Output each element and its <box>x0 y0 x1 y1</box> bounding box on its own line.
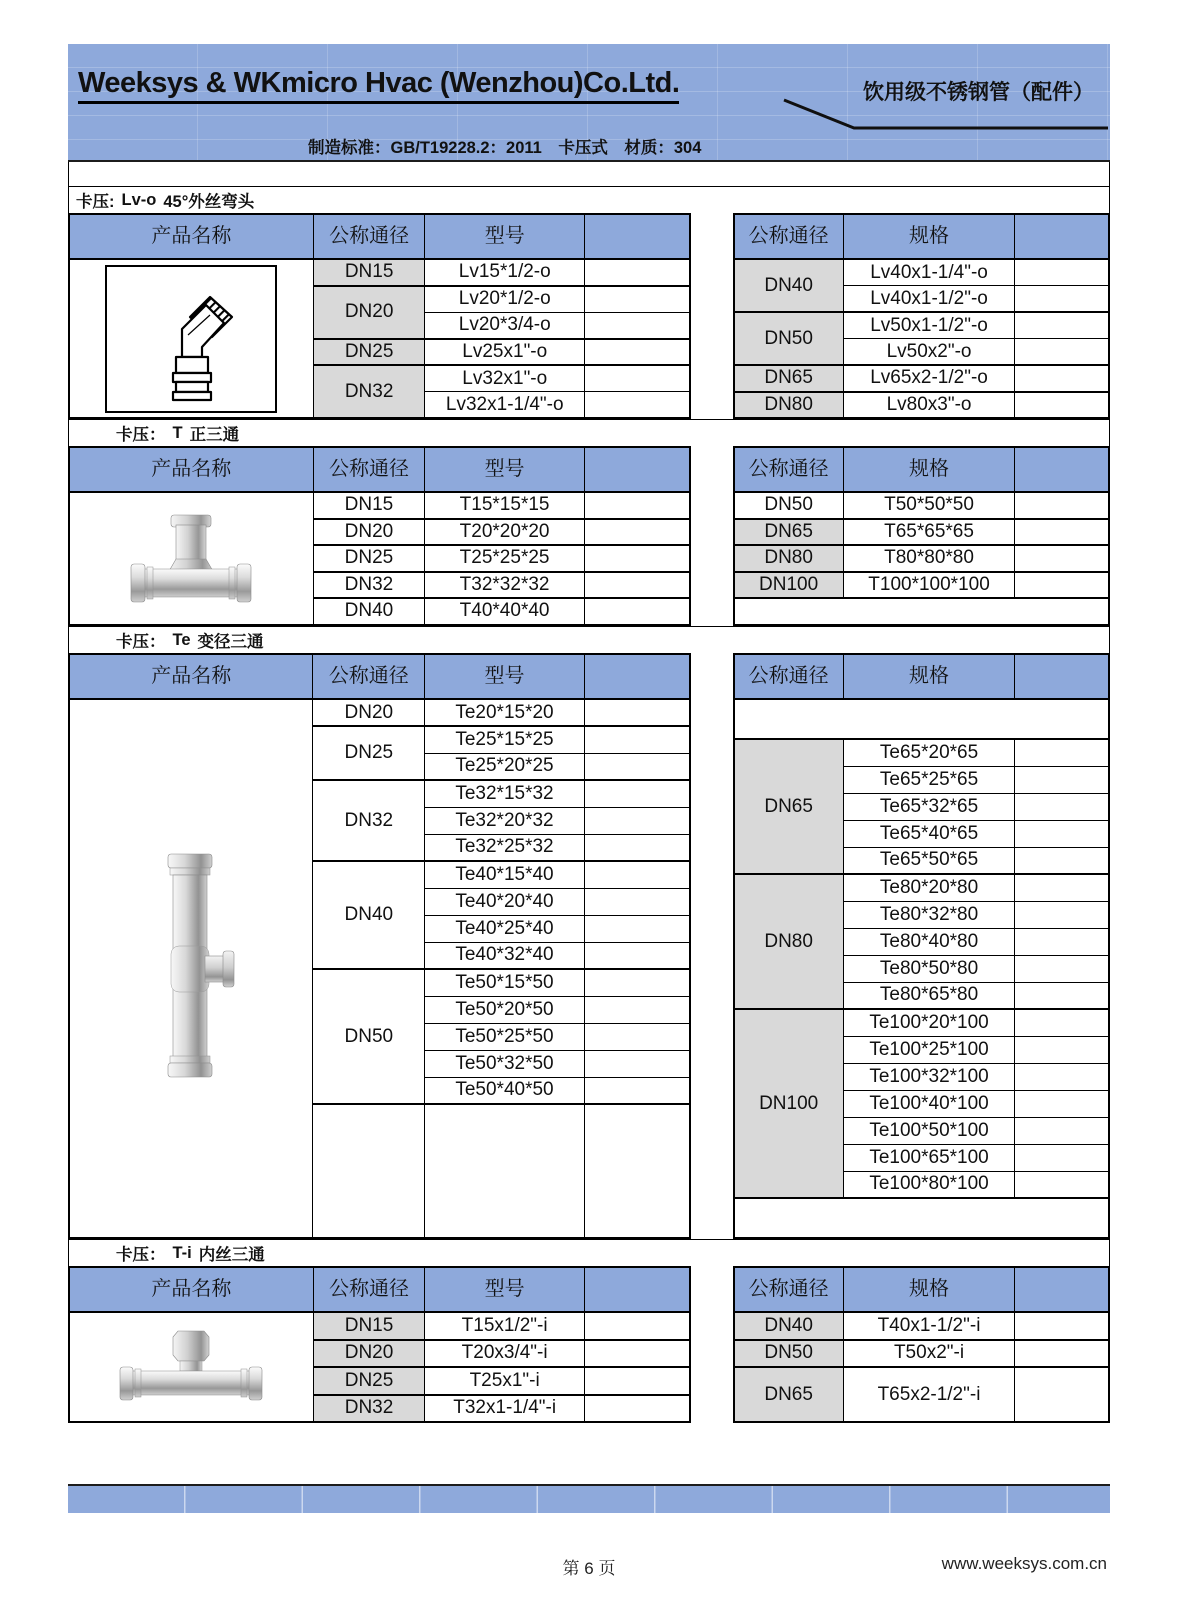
model-cell: Lv32x1"-o <box>425 365 585 392</box>
section-label-lv-o <box>68 186 1110 213</box>
spec-cell: Te100*40*100 <box>843 1090 1015 1117</box>
empty-cell <box>584 834 689 861</box>
spec-cell: Te100*65*100 <box>843 1144 1015 1171</box>
empty-filler-cell <box>734 598 1109 625</box>
model-cell: Te50*40*50 <box>425 1077 585 1104</box>
empty-filler-cell <box>425 1104 585 1238</box>
spec-cell: Te65*32*65 <box>843 793 1015 820</box>
spec-cell: Te65*40*65 <box>843 820 1015 847</box>
spec-cell: Te100*32*100 <box>843 1063 1015 1090</box>
model-cell: T15*15*15 <box>425 492 584 519</box>
te-left-table <box>68 653 691 1239</box>
spec-cell: Te65*50*65 <box>843 847 1015 874</box>
model-cell: T25x1"-i <box>425 1367 585 1395</box>
column-header-产品名称: 产品名称 <box>69 1267 313 1312</box>
empty-cell <box>585 365 690 392</box>
product-line-tagline: 饮用级不锈钢管（配件） <box>863 81 1094 104</box>
t-i-right-table <box>733 1266 1110 1423</box>
company-title: Weeksys & WKmicro Hvac (Wenzhou)Co.Ltd. <box>78 68 679 104</box>
label-code: T <box>172 423 183 442</box>
footer-bar <box>68 1484 1110 1513</box>
empty-filler-cell <box>734 699 1109 739</box>
t-right-table <box>733 446 1110 626</box>
model-cell: T20*20*20 <box>425 519 584 546</box>
model-cell: Lv20*3/4-o <box>425 312 585 339</box>
empty-cell <box>584 492 689 519</box>
empty-cell <box>584 545 689 572</box>
column-header-产品名称: 产品名称 <box>69 447 313 492</box>
dn-cell: DN80 <box>734 392 844 419</box>
column-header-产品名称: 产品名称 <box>69 214 313 259</box>
empty-cell <box>1015 901 1109 928</box>
empty-cell <box>584 1340 689 1368</box>
model-cell: Te32*15*32 <box>425 780 585 807</box>
column-header-规格: 规格 <box>843 214 1015 259</box>
column-header-型号: 型号 <box>425 1267 585 1312</box>
model-cell: Te32*20*32 <box>425 807 585 834</box>
column-header-规格: 规格 <box>843 447 1015 492</box>
column-header-型号: 型号 <box>425 447 584 492</box>
website-url[interactable]: www.weeksys.com.cn <box>941 1554 1107 1573</box>
model-cell: T15x1/2"-i <box>425 1312 585 1340</box>
empty-cell <box>1015 982 1109 1009</box>
dn-cell: DN65 <box>734 519 844 546</box>
empty-cell <box>1015 874 1109 901</box>
empty-cell <box>1015 545 1109 572</box>
column-header-公称通径: 公称通径 <box>734 654 844 699</box>
empty-filler-cell <box>734 1198 1109 1238</box>
empty-cell <box>1015 312 1109 339</box>
column-header-公称通径: 公称通径 <box>734 447 844 492</box>
model-cell: Lv25x1"-o <box>425 339 585 366</box>
dn-cell: DN25 <box>313 339 425 366</box>
column-header-型号: 型号 <box>425 654 585 699</box>
empty-cell <box>584 1077 689 1104</box>
label-name: 正三通 <box>189 426 240 444</box>
empty-cell <box>1015 793 1109 820</box>
model-cell: Te32*25*32 <box>425 834 585 861</box>
section-tables-t <box>68 446 1110 626</box>
empty-cell <box>585 259 690 286</box>
dn-cell: DN50 <box>734 1340 844 1368</box>
column-header-extra <box>1015 1267 1109 1312</box>
label-code: T-i <box>172 1243 192 1262</box>
spec-cell: Te80*32*80 <box>843 901 1015 928</box>
column-header-公称通径: 公称通径 <box>313 214 425 259</box>
dn-cell: DN80 <box>734 545 844 572</box>
spec-cell: Te100*25*100 <box>843 1036 1015 1063</box>
dn-cell: DN40 <box>734 259 844 312</box>
model-cell: Lv15*1/2-o <box>425 259 585 286</box>
label-prefix: 卡压： <box>116 1246 166 1264</box>
empty-cell <box>1015 259 1109 286</box>
dn-cell: DN50 <box>313 969 425 1104</box>
empty-cell <box>1015 1036 1109 1063</box>
empty-cell <box>584 699 689 726</box>
model-cell: Te40*15*40 <box>425 861 585 888</box>
column-header-公称通径: 公称通径 <box>313 1267 425 1312</box>
sections-container <box>68 186 1110 1423</box>
empty-cell <box>1015 1312 1109 1340</box>
dn-cell: DN32 <box>313 365 425 418</box>
empty-cell <box>585 286 690 313</box>
empty-cell <box>584 807 689 834</box>
equal-tee-photo <box>70 507 313 609</box>
dn-cell: DN32 <box>313 1395 425 1423</box>
column-header-extra <box>584 1267 689 1312</box>
model-cell: Te20*15*20 <box>425 699 585 726</box>
empty-cell <box>1015 392 1109 419</box>
empty-cell <box>584 1050 689 1077</box>
empty-cell <box>1015 955 1109 982</box>
spec-cell: Te100*20*100 <box>843 1009 1015 1036</box>
column-header-extra <box>1015 214 1109 259</box>
empty-cell <box>584 780 689 807</box>
column-header-型号: 型号 <box>425 214 585 259</box>
column-header-公称通径: 公称通径 <box>313 654 425 699</box>
empty-cell <box>585 392 690 419</box>
dn-cell: DN40 <box>313 598 425 625</box>
dn-cell: DN65 <box>734 739 844 874</box>
column-header-extra <box>584 654 689 699</box>
dn-cell: DN15 <box>313 492 425 519</box>
dn-cell: DN20 <box>313 699 425 726</box>
spec-cell: T100*100*100 <box>843 572 1015 599</box>
empty-cell <box>1015 572 1109 599</box>
empty-filler-cell <box>584 1104 689 1238</box>
column-header-extra <box>584 447 689 492</box>
empty-cell <box>1015 847 1109 874</box>
column-header-extra <box>1015 654 1109 699</box>
model-cell: Te40*20*40 <box>425 888 585 915</box>
reducing-tee-photo <box>70 850 312 1088</box>
section-tables-t-i <box>68 1266 1110 1423</box>
column-header-公称通径: 公称通径 <box>313 447 425 492</box>
empty-cell <box>1015 286 1109 313</box>
empty-cell <box>1015 1171 1109 1198</box>
empty-cell <box>584 1367 689 1395</box>
dn-cell: DN20 <box>313 519 425 546</box>
empty-cell <box>1015 1367 1109 1422</box>
empty-cell <box>584 726 689 753</box>
dn-cell: DN32 <box>313 780 425 861</box>
model-cell: Te40*32*40 <box>425 942 585 969</box>
label-name: 内丝三通 <box>198 1246 265 1264</box>
section-tables-te <box>68 653 1110 1239</box>
product-image-cell <box>69 259 313 418</box>
dn-cell: DN20 <box>313 1340 425 1368</box>
dn-cell: DN80 <box>734 874 844 1009</box>
dn-cell: DN50 <box>734 492 844 519</box>
spec-cell: Te100*80*100 <box>843 1171 1015 1198</box>
column-header-规格: 规格 <box>843 654 1015 699</box>
label-name: 变径三通 <box>197 633 264 651</box>
standards-line: 制造标准：GB/T19228.2：2011 卡压式 材质：304 <box>308 139 702 157</box>
spec-cell: Te80*40*80 <box>843 928 1015 955</box>
empty-cell <box>1015 1340 1109 1368</box>
empty-cell <box>1015 339 1109 366</box>
model-cell: T25*25*25 <box>425 545 584 572</box>
empty-cell <box>1015 766 1109 793</box>
spec-cell: Lv80x3"-o <box>843 392 1015 419</box>
section-label-te <box>68 626 1110 653</box>
model-cell: T32*32*32 <box>425 572 584 599</box>
empty-cell <box>1015 519 1109 546</box>
female-thread-tee-photo <box>70 1325 313 1409</box>
dn-cell: DN20 <box>313 286 425 339</box>
spec-cell: Te65*20*65 <box>843 739 1015 766</box>
empty-cell <box>1015 1117 1109 1144</box>
column-header-extra <box>1015 447 1109 492</box>
spec-cell: Te80*65*80 <box>843 982 1015 1009</box>
spec-cell: Te80*20*80 <box>843 874 1015 901</box>
empty-cell <box>1015 365 1109 392</box>
product-image-cell <box>69 1312 313 1422</box>
spec-cell: Te65*25*65 <box>843 766 1015 793</box>
column-header-产品名称: 产品名称 <box>69 654 313 699</box>
empty-cell <box>585 339 690 366</box>
elbow-45-line-drawing <box>105 265 277 413</box>
empty-cell <box>584 1312 689 1340</box>
model-cell: Te50*32*50 <box>425 1050 585 1077</box>
product-image-cell <box>69 492 313 625</box>
dn-cell: DN50 <box>734 312 844 365</box>
empty-cell <box>584 753 689 780</box>
empty-cell <box>1015 820 1109 847</box>
section-label-t-i <box>68 1239 1110 1266</box>
spec-cell: Lv40x1-1/2"-o <box>843 286 1015 313</box>
spec-cell: T80*80*80 <box>843 545 1015 572</box>
label-prefix: 卡压： <box>116 633 166 651</box>
empty-cell <box>584 1395 689 1423</box>
empty-cell <box>584 572 689 599</box>
empty-cell <box>584 598 689 625</box>
dn-cell: DN100 <box>734 1009 844 1198</box>
empty-cell <box>1015 928 1109 955</box>
te-right-table <box>733 653 1110 1239</box>
model-cell: T20x3/4"-i <box>425 1340 585 1368</box>
column-header-extra <box>585 214 690 259</box>
empty-cell <box>584 519 689 546</box>
dn-cell: DN40 <box>313 861 425 969</box>
column-header-公称通径: 公称通径 <box>734 1267 844 1312</box>
model-cell: Lv20*1/2-o <box>425 286 585 313</box>
spec-cell: Lv40x1-1/4"-o <box>843 259 1015 286</box>
spec-cell: T65x2-1/2"-i <box>843 1367 1014 1422</box>
label-prefix: 卡压： <box>116 426 166 444</box>
spec-cell: Lv50x1-1/2"-o <box>843 312 1015 339</box>
model-cell: Te50*25*50 <box>425 1023 585 1050</box>
lv-o-right-table <box>733 213 1110 419</box>
model-cell: Lv32x1-1/4"-o <box>425 392 585 419</box>
dn-cell: DN65 <box>734 365 844 392</box>
empty-cell <box>1015 1090 1109 1117</box>
dn-cell: DN25 <box>313 545 425 572</box>
spacer-row <box>68 162 1110 186</box>
empty-cell <box>585 312 690 339</box>
page-header <box>68 44 1110 162</box>
spec-cell: Lv65x2-1/2"-o <box>843 365 1015 392</box>
lv-o-left-table <box>68 213 691 419</box>
model-cell: T40*40*40 <box>425 598 584 625</box>
empty-cell <box>1015 739 1109 766</box>
product-image-cell <box>69 699 313 1238</box>
empty-filler-cell <box>313 1104 425 1238</box>
spec-cell: Lv50x2"-o <box>843 339 1015 366</box>
empty-cell <box>584 996 689 1023</box>
spec-cell: T40x1-1/2"-i <box>843 1312 1014 1340</box>
empty-cell <box>1015 1144 1109 1171</box>
spec-cell: T50*50*50 <box>843 492 1015 519</box>
empty-cell <box>1015 492 1109 519</box>
page-number: 第 6 页 <box>562 1559 616 1578</box>
model-cell: Te50*15*50 <box>425 969 585 996</box>
section-tables-lv-o <box>68 213 1110 419</box>
label-name: 45°外丝弯头 <box>163 193 255 211</box>
empty-cell <box>1015 1009 1109 1036</box>
dn-cell: DN32 <box>313 572 425 599</box>
empty-cell <box>584 1023 689 1050</box>
spec-cell: Te100*50*100 <box>843 1117 1015 1144</box>
model-cell: Te50*20*50 <box>425 996 585 1023</box>
empty-cell <box>584 969 689 996</box>
dn-cell: DN15 <box>313 259 425 286</box>
page-content <box>68 44 1110 1423</box>
spec-cell: T50x2"-i <box>843 1340 1014 1368</box>
spec-cell: Te80*50*80 <box>843 955 1015 982</box>
t-left-table <box>68 446 691 626</box>
empty-cell <box>1015 1063 1109 1090</box>
model-cell: Te25*20*25 <box>425 753 585 780</box>
t-i-left-table <box>68 1266 691 1423</box>
label-code: Te <box>172 630 191 649</box>
column-header-公称通径: 公称通径 <box>734 214 844 259</box>
dn-cell: DN100 <box>734 572 844 599</box>
spec-cell: T65*65*65 <box>843 519 1015 546</box>
empty-cell <box>584 888 689 915</box>
dn-cell: DN25 <box>313 1367 425 1395</box>
empty-cell <box>584 861 689 888</box>
section-label-t <box>68 419 1110 446</box>
dn-cell: DN65 <box>734 1367 844 1422</box>
dn-cell: DN40 <box>734 1312 844 1340</box>
dn-cell: DN15 <box>313 1312 425 1340</box>
model-cell: T32x1-1/4"-i <box>425 1395 585 1423</box>
dn-cell: DN25 <box>313 726 425 780</box>
label-code: Lv-o <box>121 190 157 209</box>
empty-cell <box>584 915 689 942</box>
model-cell: Te40*25*40 <box>425 915 585 942</box>
model-cell: Te25*15*25 <box>425 726 585 753</box>
label-prefix: 卡压: <box>76 193 115 211</box>
column-header-规格: 规格 <box>843 1267 1014 1312</box>
empty-cell <box>584 942 689 969</box>
